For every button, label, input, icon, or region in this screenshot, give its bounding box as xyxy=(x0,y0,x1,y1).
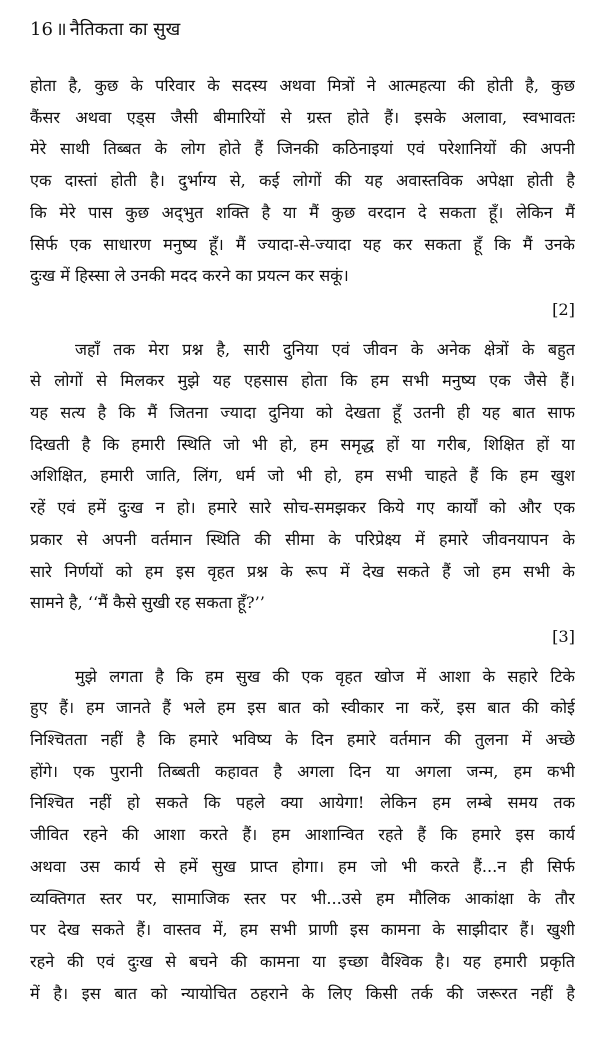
text-line: से लोगों से मिलकर मुझे यह एहसास होता कि हम सभी मनुष्य एक जैसे हैं। xyxy=(30,371,575,391)
text-line: निश्चितता नहीं है कि हमारे भविष्य के दिन हमारे वर्तमान की तुलना में अच्छे xyxy=(30,730,575,750)
paragraph-2 xyxy=(30,334,575,619)
text-line: रहने की एवं दुःख से बचने की कामना या इच्छा वैश्विक है। यह हमारी प्रकृति xyxy=(30,951,575,971)
text-line: जहाँ तक मेरा प्रश्न है, सारी दुनिया एवं जीवन के अनेक क्षेत्रों के बहुत xyxy=(75,339,575,359)
text-line: प्रकार से अपनी वर्तमान स्थिति की सीमा के परिप्रेक्ष्य में हमारे जीवनयापन के xyxy=(30,529,575,549)
text-line: कैंसर अथवा एड्स जैसी बीमारियों से ग्रस्त होते हैं। इसके अलावा, स्वभावतः xyxy=(30,107,575,127)
text-line: सारे निर्णयों को हम इस वृहत प्रश्न के रूप में देख सकते हैं जो हम सभी के xyxy=(30,561,575,581)
text-line: अथवा उस कार्य से हमें सुख प्राप्त होगा। हम जो भी करते हैं...न ही सिर्फ xyxy=(30,856,575,876)
book-title: नैतिकता का सुख xyxy=(69,19,181,40)
text-line: दिखती है कि हमारी स्थिति जो भी हो, हम समृद्ध हों या गरीब, शिक्षित हों या xyxy=(30,434,575,454)
text-line: होता है, कुछ के परिवार के सदस्य अथवा मित्रों ने आत्महत्या की होती है, कुछ xyxy=(30,76,575,95)
text-line: रहें एवं हमें दुःख न हो। हमारे सारे सोच-समझकर किये गए कार्यों को और एक xyxy=(30,498,575,518)
paragraph-number: [2] xyxy=(552,299,575,319)
running-header xyxy=(30,18,180,42)
paragraph-number: [3] xyxy=(552,626,575,646)
text-line: अशिक्षित, हमारी जाति, लिंग, धर्म जो भी हो, हम सभी चाहते हैं कि हम खुश xyxy=(30,466,575,486)
text-line: में है। इस बात को न्यायोचित ठहराने के लिए किसी तर्क की जरूरत नहीं है xyxy=(30,983,575,1003)
text-line: कि मेरे पास कुछ अद्‌भुत शक्ति है या मैं कुछ वरदान दे सकता हूँ। लेकिन मैं xyxy=(30,202,575,222)
page-number: 16 xyxy=(30,19,53,40)
text-line: सामने है, ‘‘मैं कैसे सुखी रह सकता हूँ?’’ xyxy=(30,593,265,613)
text-line: निश्चित नहीं हो सकते कि पहले क्या आयेगा! लेकिन हम लम्बे समय तक xyxy=(30,793,575,813)
text-line: हुए हैं। हम जानते हैं भले हम इस बात को स्वीकार ना करें, इस बात की कोई xyxy=(30,698,575,718)
text-line: जीवित रहने की आशा करते हैं। हम आशान्वित रहते हैं कि हमारे इस कार्य xyxy=(30,825,575,845)
body-text xyxy=(30,70,575,1009)
text-line: व्यक्तिगत स्तर पर, सामाजिक स्तर पर भी...उसे हम मौलिक आकांक्षा के तौर xyxy=(30,888,575,908)
text-line: यह सत्य है कि मैं जितना ज्यादा दुनिया को देखता हूँ उतनी ही यह बात साफ xyxy=(30,403,575,423)
paragraph-3 xyxy=(30,661,575,1010)
text-line: होंगे। एक पुरानी तिब्बती कहावत है अगला दिन या अगला जन्म, हम कभी xyxy=(30,761,575,781)
text-line: सिर्फ एक साधारण मनुष्य हूँ। मैं ज्यादा-से-ज्यादा यह कर सकता हूँ कि मैं उनके xyxy=(30,234,575,254)
paragraph-1 xyxy=(30,70,575,292)
text-line: एक दास्तां होती है। दुर्भाग्य से, कई लोगों की यह अवास्तविक अपेक्षा होती है xyxy=(30,171,575,191)
text-line: पर देख सकते हैं। वास्तव में, हम सभी प्राणी इस कामना के साझीदार हैं। खुशी xyxy=(30,920,575,940)
header-separator: ॥ xyxy=(55,19,67,40)
text-line: दुःख में हिस्सा ले उनकी मदद करने का प्रयत्न कर सकूं। xyxy=(30,266,349,286)
text-line: मेरे साथी तिब्बत के लोग होते हैं जिनकी कठिनाइयां एवं परेशानियों की अपनी xyxy=(30,139,575,159)
text-line: मुझे लगता है कि हम सुख की एक वृहत खोज में आशा के सहारे टिके xyxy=(75,666,575,686)
